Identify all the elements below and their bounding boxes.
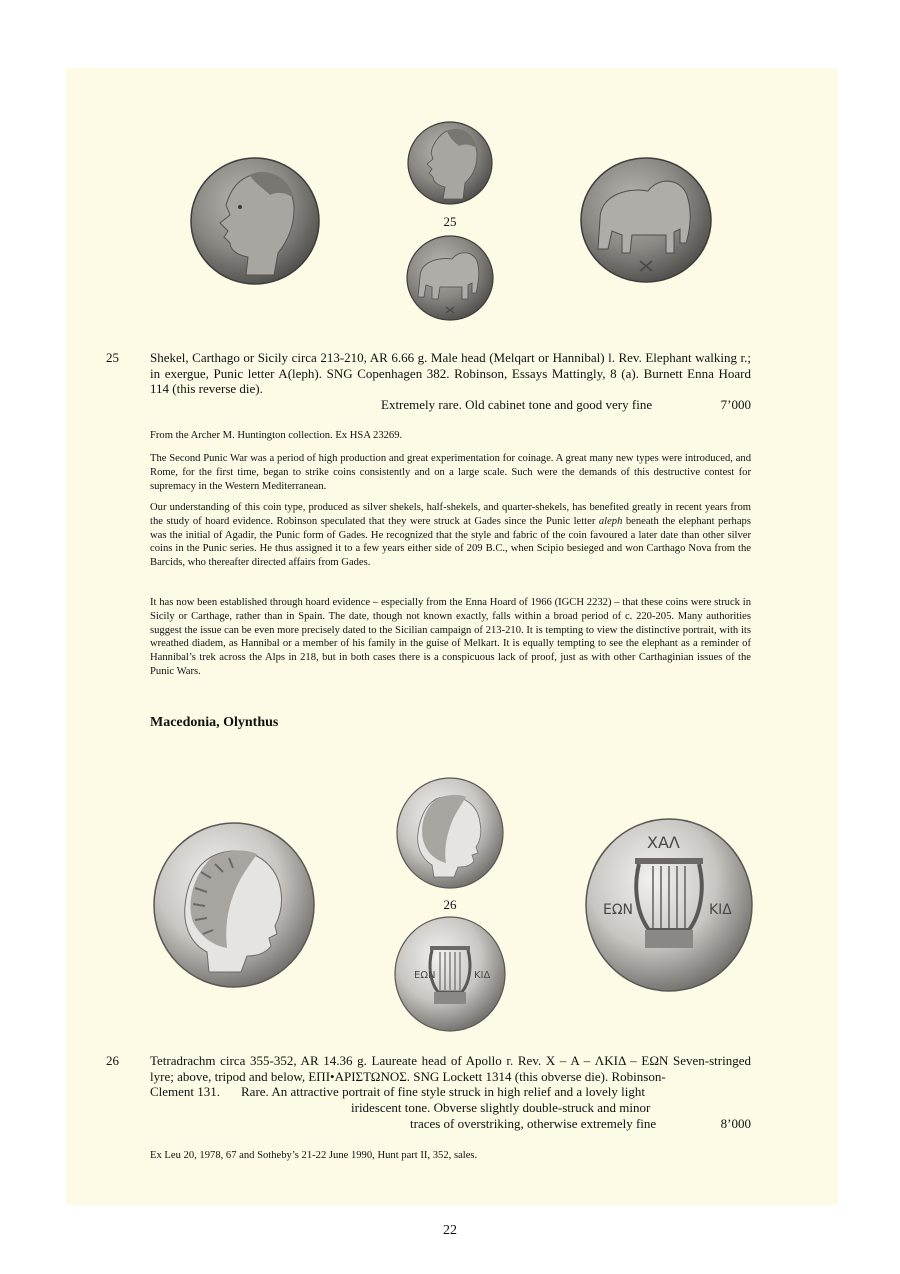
section-title: Macedonia, Olynthus xyxy=(150,715,279,730)
page-number: 22 xyxy=(443,1223,457,1238)
coin-26-small-legend-left: ΕΩΝ xyxy=(414,970,436,981)
coin-25-reverse-large xyxy=(580,157,712,283)
lot-26-grade-line-1: Rare. An attractive portrait of fine style struck in high relief and a lovely light xyxy=(241,1084,645,1099)
coin-26-label: 26 xyxy=(443,897,457,912)
lot-26-grade-line-2: iridescent tone. Obverse slightly double-struck and minor xyxy=(351,1100,651,1115)
coin-26-legend-top: ΧΑΛ xyxy=(647,833,680,852)
lot-25-price: 7’000 xyxy=(720,397,751,412)
lot-25-number: 25 xyxy=(106,350,119,365)
coin-26-obverse-small xyxy=(396,777,504,889)
coin-25-obverse-large xyxy=(190,157,320,285)
lot-25-grade: Extremely rare. Old cabinet tone and good very fine xyxy=(381,397,653,412)
coin-26-reverse-small xyxy=(394,916,506,1032)
coin-25-label: 25 xyxy=(443,214,457,229)
coin-26-small-legend-right: ΚΙΔ xyxy=(474,970,491,981)
coin-26-legend-right: ΚΙΔ xyxy=(709,902,732,918)
lot-26-price: 8’000 xyxy=(720,1116,751,1131)
lot-26-grade-line-3: traces of overstriking, otherwise extremely fine xyxy=(410,1116,657,1131)
lot-25-note-3: It has now been established through hoard evidence – especially from the Enna Hoard of 1966 (IGCH 2232) – that these coins were struck in Sicily or Carthage, rather than in Spain. The date, though not known exactly, falls within a broad period of c. 220-205. Many authorities suggest the issue can be even more precisely dated to the Sicilian campaign of 213-210. It is tempting to view the distinctive portrait, with its wreathed diadem, as Hannibal or a member of his family in the guise of Melkart. It is equally tempting to see the elephant as a reminder of Hannibal’s trek across the Alps in 218, but in both cases there is a conspicuous lack of proof, just as with other Carthaginian issues of the Punic Wars. xyxy=(150,597,751,677)
lot-25-note-1: The Second Punic War was a period of high production and great experimentation for coinage. A great many new types were introduced, and Rome, for the first time, began to strike coins consistently and on a large scale. Such were the demands of this destructive contest for supremacy in the Western Mediterranean. xyxy=(150,453,751,492)
lot-25-description: Shekel, Carthago or Sicily circa 213-210, AR 6.66 g. Male head (Melqart or Hannibal) l. Rev. Elephant walking r.; in exergue, Punic letter A(leph). SNG Copenhagen 382. Robinson, Essays Mattingly, 8 (a). Burnett Enna Hoard 114 (this reverse die). xyxy=(150,350,751,396)
lot-25-provenance: From the Archer M. Huntington collection. Ex HSA 23269. xyxy=(150,430,403,441)
lot-26-description: Tetradrachm circa 355-352, AR 14.36 g. Laureate head of Apollo r. Rev. X – A – ΛΚΙΔ – ΕΩΝ Seven-stringed lyre; above, tripod and below, ΕΠΙ•ΑΡΙΣΤΩΝΟΣ. SNG Lockett 1314 (this obverse die). Robinson- xyxy=(150,1053,751,1084)
coin-25-reverse-small xyxy=(406,235,494,321)
lot-25-note-2: Our understanding of this coin type, produced as silver shekels, half-shekels, and quarter-shekels, has benefited greatly in recent years from the study of hoard evidence. Robinson speculated that they were struck at Gades since the Punic letter aleph beneath the elephant perhaps was the initial of Agadir, the Punic form of Gades. He recognized that the style and fabric of the coin favoured a later date than other silver coins in the Punic series. He thus assigned it to a few years either side of 209 B.C., when Scipio besieged and won Carthago Nova from the Barcids, who thereafter directed affairs from Gades. xyxy=(150,502,751,569)
coin-26-obverse-large xyxy=(153,822,315,988)
coin-25-obverse-small xyxy=(407,121,493,205)
coin-26-reverse-large xyxy=(585,818,753,992)
lot-26-number: 26 xyxy=(106,1053,119,1068)
lot-26-clement: Clement 131. xyxy=(150,1084,221,1099)
lot-26-provenance: Ex Leu 20, 1978, 67 and Sotheby’s 21-22 June 1990, Hunt part II, 352, sales. xyxy=(150,1150,478,1161)
coin-26-legend-left: ΕΩΝ xyxy=(603,902,634,918)
